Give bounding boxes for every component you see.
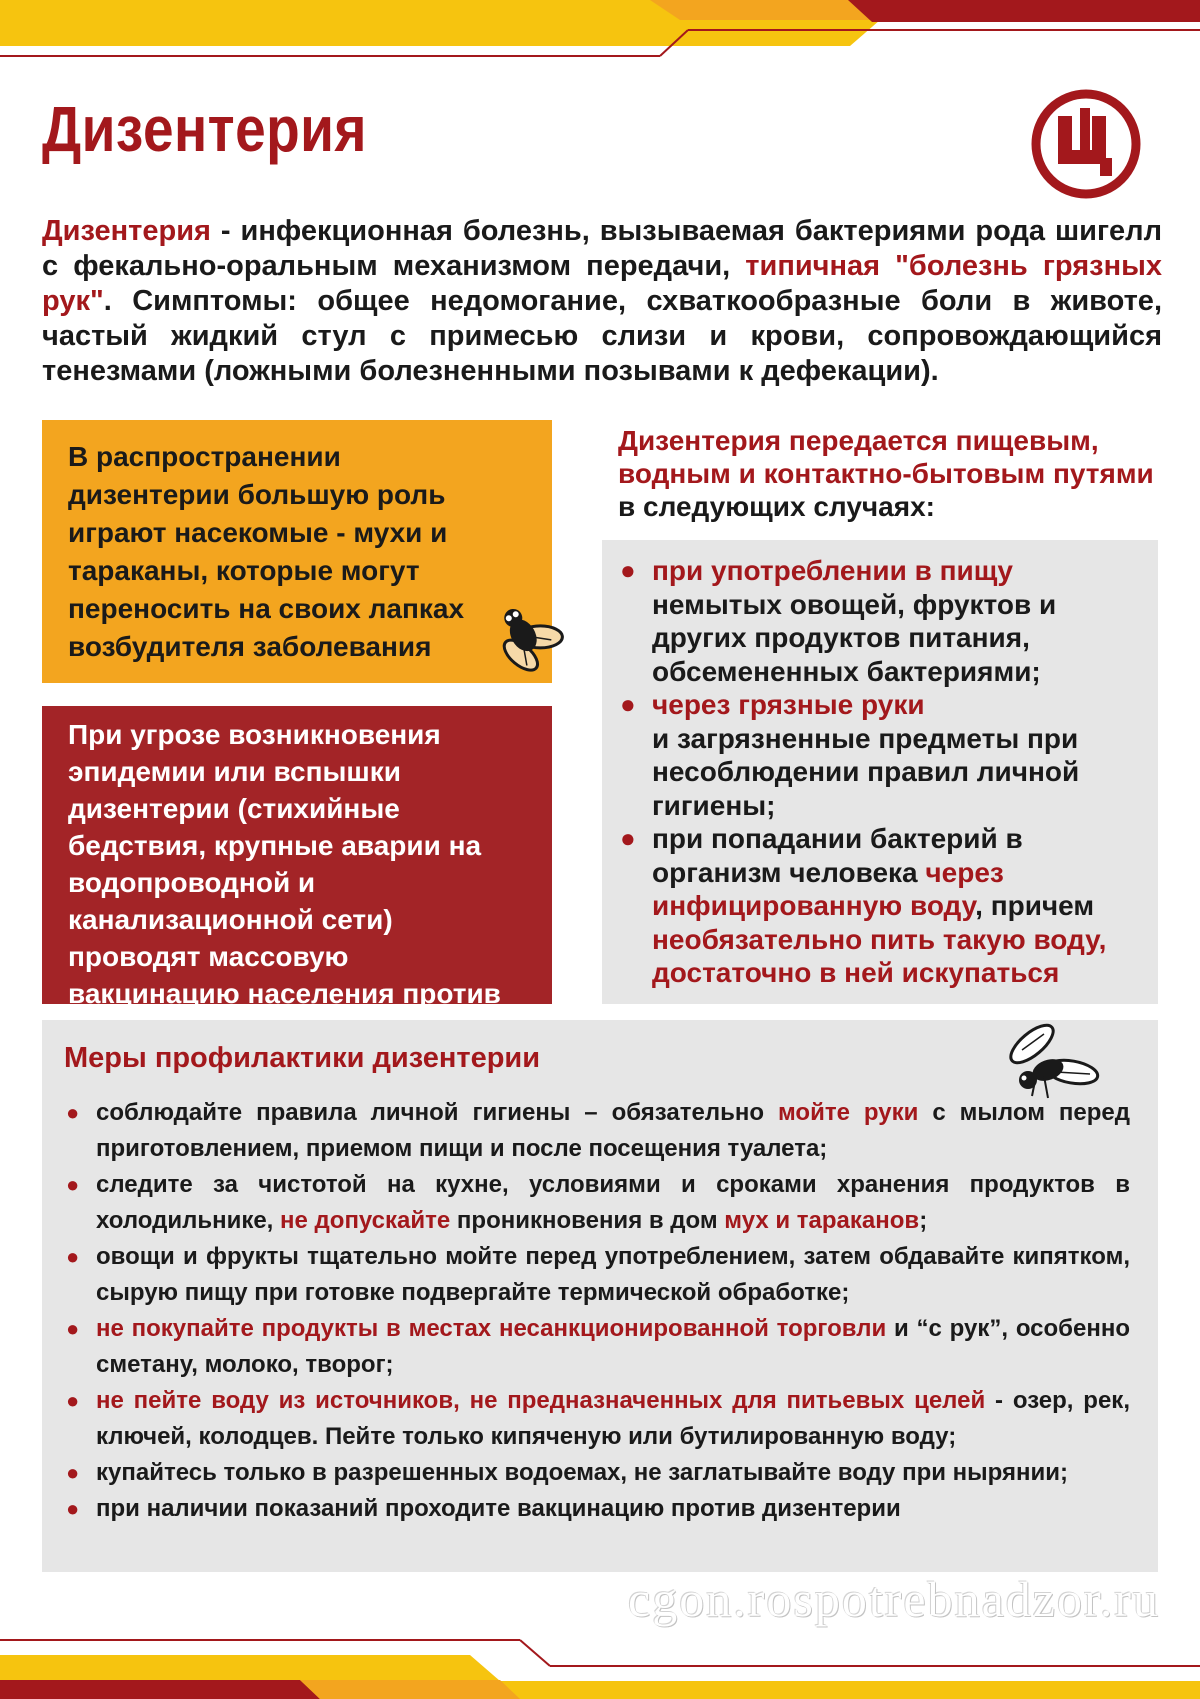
epidemic-box [42,706,552,1009]
item-highlight: при употреблении в пищу [652,555,1013,586]
list-item [56,1239,1130,1311]
transmission-heading-black: в следующих случаях: [618,491,935,522]
intro-text-1: - инфекционная болезнь, вызываемая бактериями рода шигелл с фекально-оральным механизмом передачи, [42,215,1162,282]
intro-text-2: . Симптомы: общее недомогание, схваткообразные боли в животе, частый жидкий стул с примесью слизи и крови, сопровождающийся тенезмами (ложными болезненными позывами к дефекации). [42,285,1162,387]
list-item [56,1455,1130,1491]
prevention-list [56,1095,1130,1527]
prevention-box [42,1020,1158,1572]
intro-term: Дизентерия [42,215,211,247]
intro-highlight: типичная "болезнь грязных рук" [42,250,1162,317]
bullet-icon: ● [66,1460,80,1485]
page-title: Дизентерия [42,93,367,165]
item-text: следите за чистотой на кухне, условиями и сроками хранения продуктов в холодильнике, [96,1171,1130,1234]
item-text: при наличии показаний проходите вакцинацию против дизентерии [96,1495,901,1522]
insects-text: В распространении дизентерии большую роль играют насекомые - мухи и тараканы, которые могут переносить на своих лапках возбудителя заболевания [68,441,465,662]
bullet-icon: ● [66,1388,80,1413]
list-item [56,1095,1130,1167]
epidemic-text: При угрозе возникновения эпидемии или вспышки дизентерии (стихийные бедствия, крупные аварии на водопроводной и канализационной сети) проводят массовую вакцинацию населения против [68,719,501,1009]
bullet-icon: ● [620,689,636,719]
bullet-icon: ● [66,1244,80,1269]
item-highlight: не покупайте продукты в местах несанкционированной торговли [96,1315,887,1342]
item-highlight: мойте руки [777,1099,919,1126]
list-item [56,1311,1130,1383]
fly-icon [992,1010,1102,1110]
transmission-heading [618,424,1158,523]
bullet-icon: ● [66,1496,80,1521]
item-text: при попадании бактерий в организм человека [652,823,1023,888]
list-item [616,688,1138,822]
item-highlight: через инфицированную воду [652,856,1004,921]
fly-icon [476,586,576,686]
item-highlight: через грязные руки [652,689,925,720]
list-item [616,822,1138,990]
transmission-list [616,554,1138,990]
item-highlight: мух и тараканов [724,1207,920,1234]
bullet-icon: ● [620,555,636,585]
item-text: и загрязненные предметы при несоблюдении правил личной гигиены; [652,722,1080,821]
bullet-icon: ● [66,1316,80,1341]
item-text: соблюдайте правила личной гигиены – обязательно [96,1099,778,1126]
item-text: немытых овощей, фруктов и других продуктов питания, обсемененных бактериями; [652,588,1057,687]
item-text: овощи и фрукты тщательно мойте перед употреблением, затем обдавайте кипятком, сырую пищу при готовке подвергайте термической обработке; [96,1243,1130,1306]
item-text: проникновения в дом [450,1207,725,1234]
item-text: купайтесь только в разрешенных водоемах, не заглатывайте воду при нырянии; [96,1459,1068,1486]
list-item [616,554,1138,688]
bullet-icon: ● [620,823,636,853]
item-highlight: необязательно пить такую воду, достаточно в ней искупаться [652,923,1107,988]
prevention-heading: Меры профилактики дизентерии [64,1042,541,1074]
item-highlight: не пейте воду из источников, не предназначенных для питьевых целей [96,1387,986,1414]
list-item [56,1491,1130,1527]
intro-paragraph [42,214,1162,389]
website-watermark: cgon.rospotrebnadzor.ru [628,1571,1160,1627]
logo-emblem [1030,88,1142,200]
transmission-box [602,540,1158,1004]
bullet-icon: ● [66,1172,80,1197]
item-text: , причем [975,890,1095,921]
bullet-icon: ● [66,1100,80,1125]
item-text: - озер, рек, ключей, колодцев. Пейте только кипяченую или бутилированную воду; [96,1387,1130,1450]
transmission-heading-red: Дизентерия передается пищевым, водным и контактно-бытовым путями [618,425,1154,489]
item-text: ; [919,1207,928,1234]
item-text: с мылом перед приготовлением, приемом пищи и после посещения туалета; [96,1099,1131,1162]
item-highlight: не допускайте [280,1207,451,1234]
item-text: и “с рук”, особенно сметану, молоко, творог; [96,1315,1130,1378]
list-item [56,1383,1130,1455]
list-item [56,1167,1130,1239]
